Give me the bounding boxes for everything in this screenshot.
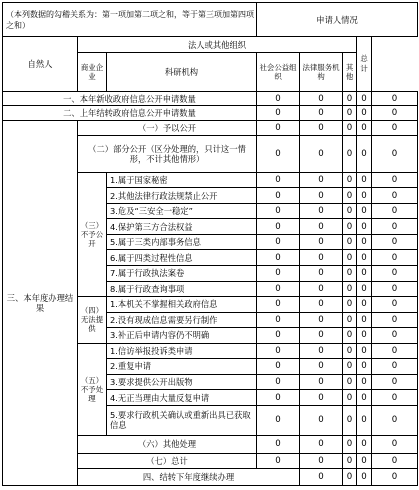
cell: 0	[357, 120, 372, 136]
cell: 0	[372, 359, 418, 375]
cell: 0	[300, 390, 343, 406]
cell: 0	[300, 405, 343, 435]
row-label: 3.要求提供公开出版物	[107, 374, 257, 390]
cell: 0	[372, 219, 418, 235]
cell: 0	[343, 188, 357, 204]
cell: 0	[257, 453, 300, 469]
cell: 0	[300, 297, 343, 313]
row-label: 4.保护第三方合法权益	[107, 219, 257, 235]
cell: 0	[300, 136, 343, 173]
applicant-status-header: 申请人情况	[257, 3, 418, 37]
cell: 0	[372, 234, 418, 250]
cell: 0	[343, 405, 357, 435]
cell: 0	[357, 469, 372, 486]
group-unable-label: （四）无法提供	[78, 297, 107, 344]
cell: 0	[257, 359, 300, 375]
cell: 0	[372, 312, 418, 328]
cell: 0	[300, 281, 343, 297]
cell: 0	[372, 328, 418, 344]
cell: 0	[343, 172, 357, 188]
cell: 0	[357, 435, 372, 453]
cell: 0	[357, 312, 372, 328]
social-header: 社会公益组织	[257, 52, 300, 91]
cell: 0	[357, 359, 372, 375]
cell: 0	[357, 136, 372, 173]
group-not-disclosed-label: （三）不予公开	[78, 172, 107, 296]
cell: 0	[257, 106, 300, 120]
cell: 0	[343, 469, 357, 486]
cell: 0	[343, 390, 357, 406]
cell: 0	[257, 172, 300, 188]
row-label: 4.无正当理由大量反复申请	[107, 390, 257, 406]
cell: 0	[357, 106, 372, 120]
group-not-processed-label: （五）不予处理	[78, 343, 107, 435]
cell: 0	[357, 219, 372, 235]
cell: 0	[300, 219, 343, 235]
cell: 0	[257, 328, 300, 344]
cell: 0	[343, 435, 357, 453]
cell: 0	[343, 281, 357, 297]
cell: 0	[372, 203, 418, 219]
cell: 0	[357, 172, 372, 188]
cell: 0	[300, 312, 343, 328]
table-row	[3, 106, 418, 120]
row-label: 8.属于行政查询事项	[107, 281, 257, 297]
cell: 0	[257, 91, 300, 105]
cell: 0	[257, 219, 300, 235]
cell: 0	[343, 343, 357, 359]
cell: 0	[372, 343, 418, 359]
cell: 0	[357, 91, 372, 105]
row-label: 3.补正后申请内容仍不明确	[107, 328, 257, 344]
row-label: 1.属于国家秘密	[107, 172, 257, 188]
cell: 0	[257, 297, 300, 313]
cell: 0	[343, 136, 357, 173]
natural-person-header: 自然人	[3, 37, 78, 91]
row-label: 二、上年结转政府信息公开申请数量	[3, 106, 257, 120]
row-label: 1.信访举报投诉类申请	[107, 343, 257, 359]
row-label: 2.其他法律行政法规禁止公开	[107, 188, 257, 204]
cell: 0	[343, 453, 357, 469]
cell: 0	[257, 136, 300, 173]
cell: 0	[257, 435, 300, 453]
row-label: 7.属于行政执法案卷	[107, 266, 257, 282]
cell: 0	[357, 297, 372, 313]
cell: 0	[372, 172, 418, 188]
cell: 0	[257, 281, 300, 297]
cell: 0	[372, 405, 418, 435]
cell: 0	[300, 374, 343, 390]
cell: 0	[372, 250, 418, 266]
row-label: 2.重复申请	[107, 359, 257, 375]
cell: 0	[257, 188, 300, 204]
cell: 0	[300, 328, 343, 344]
cell: 0	[372, 136, 418, 173]
cell: 0	[300, 453, 343, 469]
cell: 0	[343, 234, 357, 250]
cell: 0	[357, 453, 372, 469]
cell: 0	[300, 469, 343, 486]
cell: 0	[357, 188, 372, 204]
cell: 0	[357, 234, 372, 250]
cell: 0	[357, 390, 372, 406]
cell: 0	[372, 266, 418, 282]
cell: 0	[372, 120, 418, 136]
cell: 0	[343, 359, 357, 375]
row-label: 5.要求行政机关确认或重新出具已获取信息	[107, 405, 257, 435]
cell: 0	[372, 374, 418, 390]
cell: 0	[343, 203, 357, 219]
cell: 0	[343, 250, 357, 266]
cell: 0	[372, 453, 418, 469]
cell: 0	[257, 234, 300, 250]
row-label: （七）总计	[78, 453, 257, 469]
cell: 0	[300, 250, 343, 266]
cell: 0	[257, 203, 300, 219]
other-header: 其他	[343, 52, 357, 91]
cell: 0	[357, 343, 372, 359]
cell: 0	[300, 188, 343, 204]
cell: 0	[343, 328, 357, 344]
cell: 0	[257, 405, 300, 435]
cell: 0	[343, 106, 357, 120]
total-header: 总计	[357, 37, 372, 91]
cell: 0	[372, 281, 418, 297]
row-label: 1.本机关不掌握相关政府信息	[107, 297, 257, 313]
row-label: 6.属于四类过程性信息	[107, 250, 257, 266]
cell: 0	[372, 390, 418, 406]
legal-service-header: 法律服务机构	[300, 52, 343, 91]
table-row	[3, 91, 418, 105]
cell: 0	[343, 91, 357, 105]
cell: 0	[300, 435, 343, 453]
section-three-label: 三、本年度办理结果	[3, 120, 78, 485]
cell: 0	[257, 266, 300, 282]
cell: 0	[372, 297, 418, 313]
cell: 0	[343, 120, 357, 136]
cell: 0	[300, 91, 343, 105]
cell: 0	[257, 250, 300, 266]
cell: 0	[357, 203, 372, 219]
cell: 0	[300, 172, 343, 188]
cell: 0	[372, 435, 418, 453]
cell: 0	[343, 297, 357, 313]
row-label: 3.危及“三安全一稳定”	[107, 203, 257, 219]
cell: 0	[300, 106, 343, 120]
cell: 0	[357, 281, 372, 297]
row-label: 5.属于三类内部事务信息	[107, 234, 257, 250]
cell: 0	[372, 91, 418, 105]
cell: 0	[343, 266, 357, 282]
cell: 0	[357, 405, 372, 435]
cell: 0	[300, 343, 343, 359]
row-label: （二）部分公开（区分处理的，只计这一情形，不计其他情形）	[78, 136, 257, 173]
cell: 0	[257, 120, 300, 136]
cell: 0	[343, 374, 357, 390]
cell: 0	[300, 266, 343, 282]
cell: 0	[300, 203, 343, 219]
row-label: 2.没有现成信息需要另行制作	[107, 312, 257, 328]
table-row	[3, 120, 418, 136]
cell: 0	[300, 234, 343, 250]
cell: 0	[343, 219, 357, 235]
cell: 0	[343, 312, 357, 328]
cell: 0	[300, 359, 343, 375]
row-label: （六）其他处理	[78, 435, 257, 453]
cell: 0	[257, 312, 300, 328]
legal-group-header: 法人或其他组织	[78, 37, 357, 53]
cell: 0	[257, 390, 300, 406]
cell: 0	[372, 469, 418, 486]
cell: 0	[372, 106, 418, 120]
intro-note: （本列数据的勾稽关系为：第一项加第二项之和，等于第三项加第四项之和）	[3, 3, 257, 37]
row-label: 四、结转下年度继续办理	[78, 469, 300, 486]
cell: 0	[357, 250, 372, 266]
research-header: 科研机构	[107, 52, 257, 91]
cell: 0	[257, 343, 300, 359]
cell: 0	[257, 374, 300, 390]
cell: 0	[372, 188, 418, 204]
application-statistics-table	[2, 2, 418, 486]
cell: 0	[357, 374, 372, 390]
cell: 0	[357, 328, 372, 344]
commercial-header: 商业企业	[78, 52, 107, 91]
row-label: （一）予以公开	[78, 120, 257, 136]
cell: 0	[357, 266, 372, 282]
cell: 0	[300, 120, 343, 136]
row-label: 一、本年新收政府信息公开申请数量	[3, 91, 257, 105]
